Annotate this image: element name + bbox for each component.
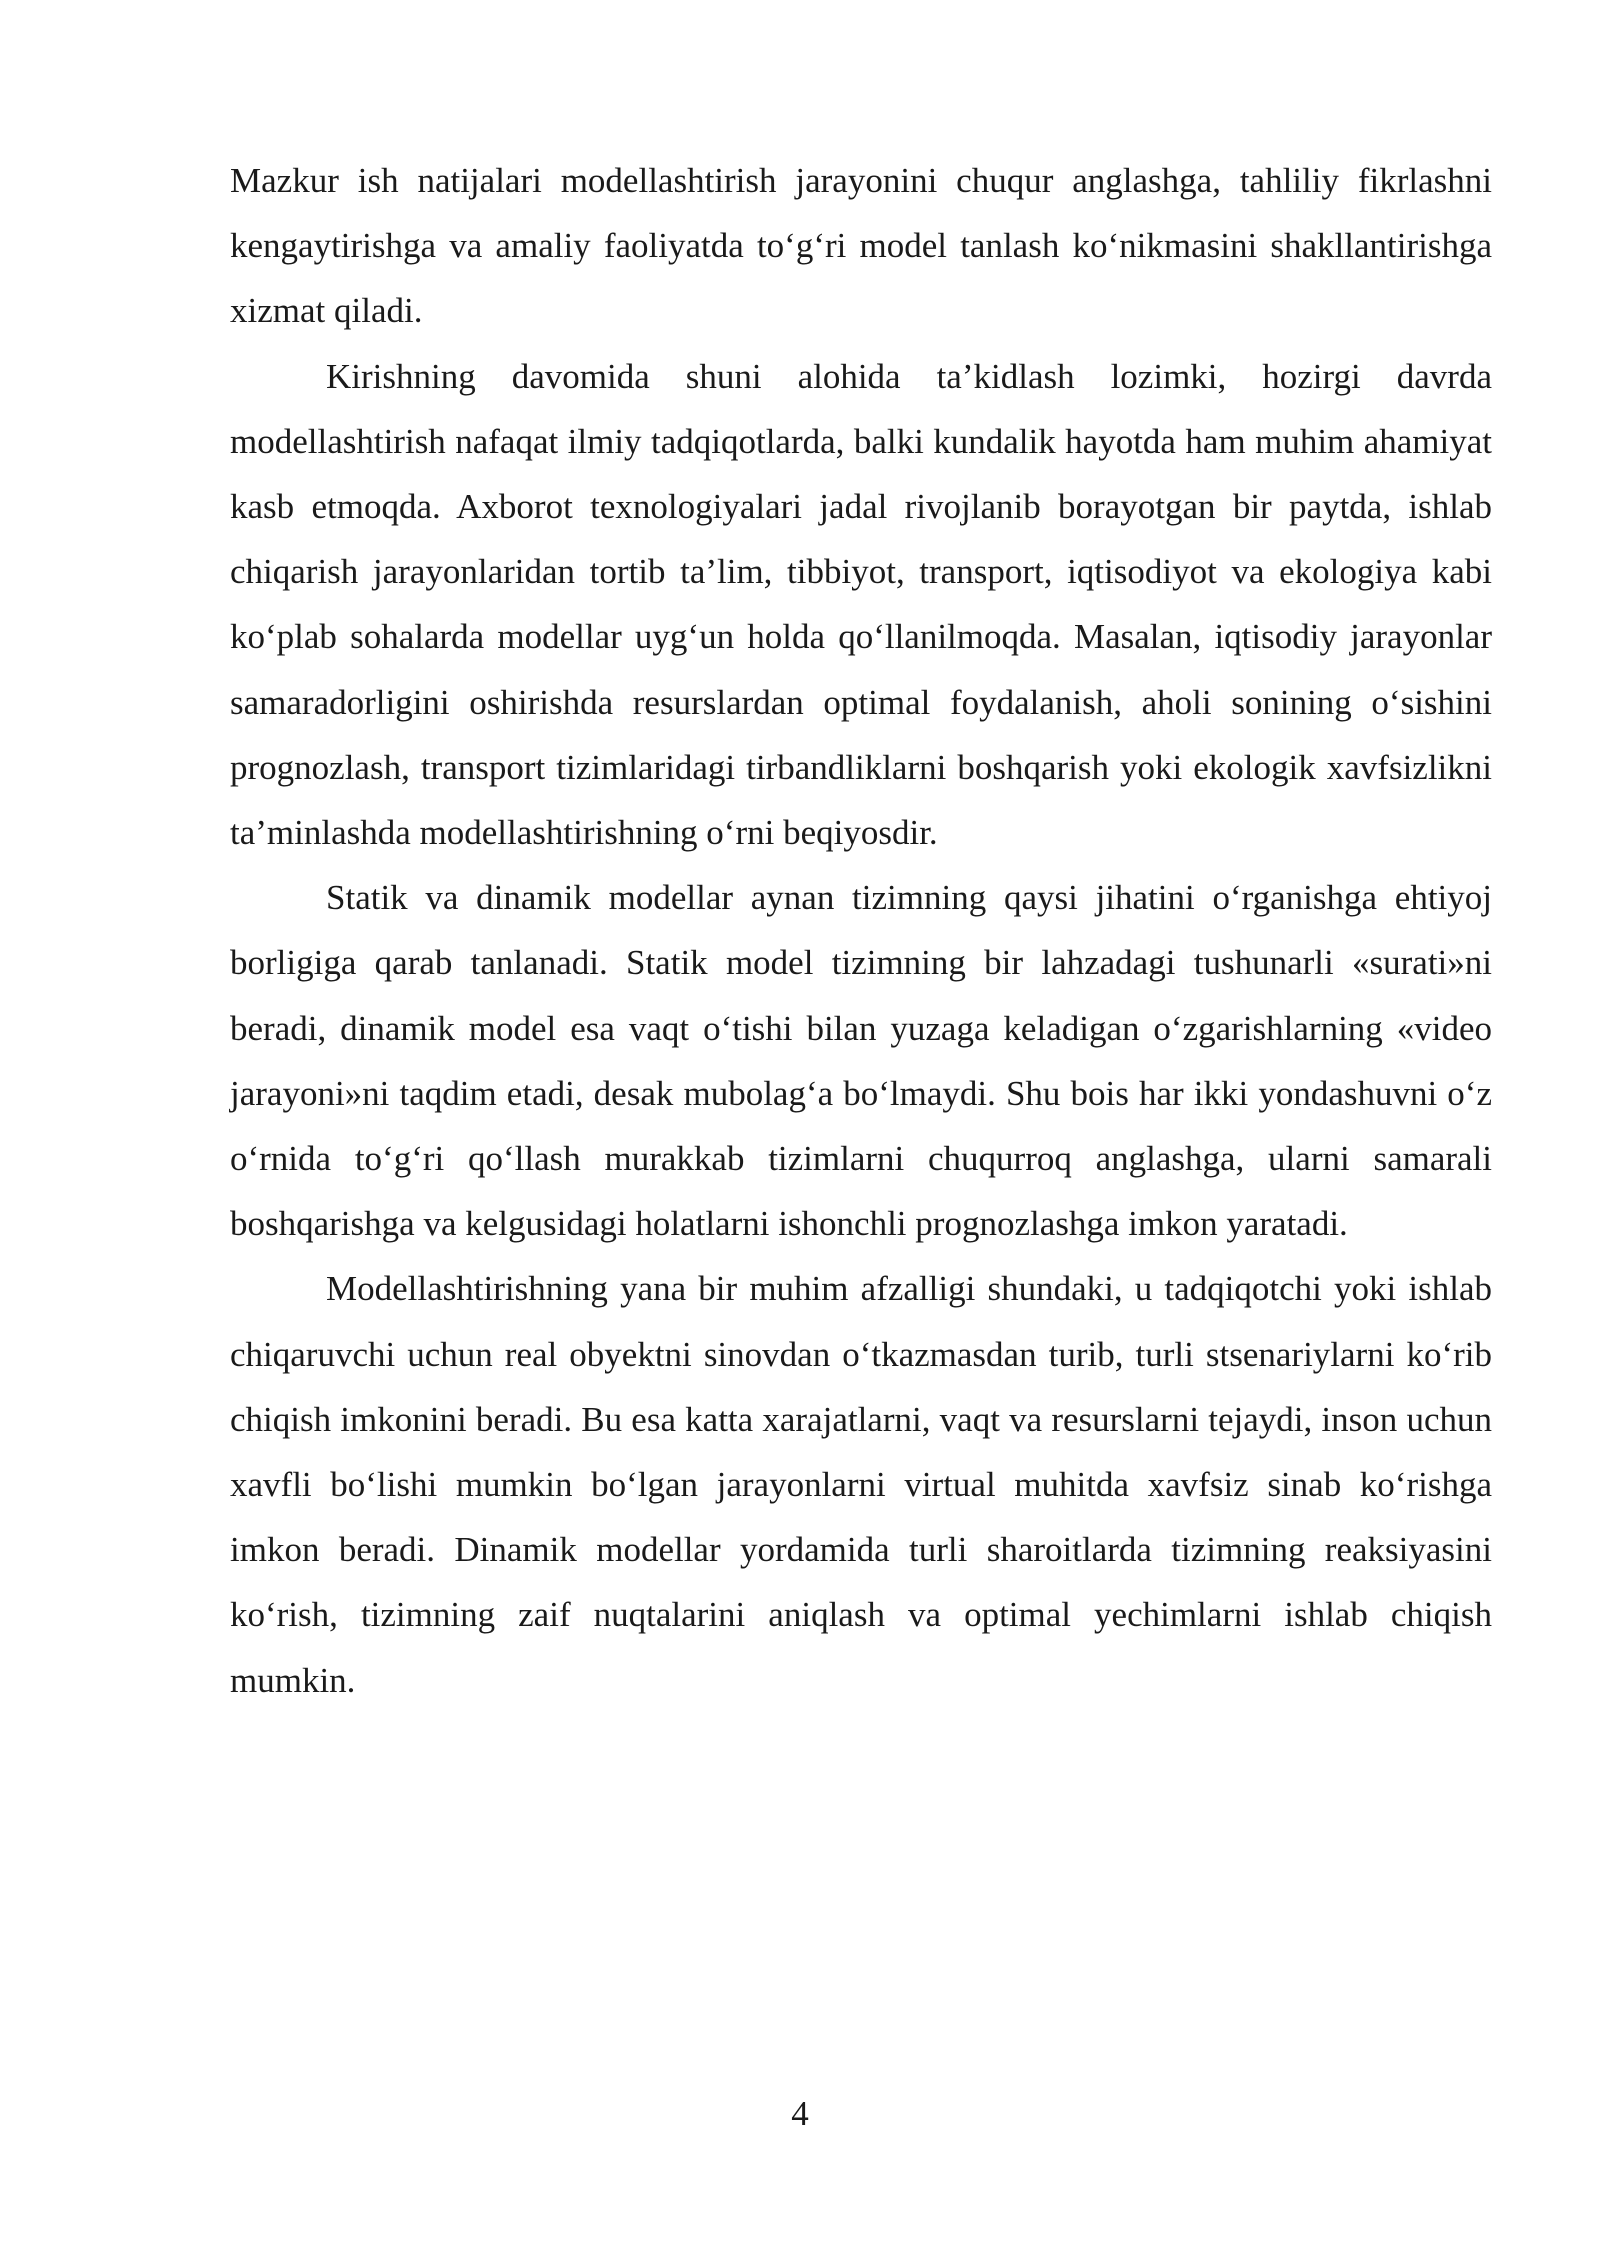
paragraph-modelling-advantages: Modellashtirishning yana bir muhim afzalligi shundaki, u tadqiqotchi yoki ishlab chiqaruvchi uchun real obyektni sinovdan o‘tkazmasdan turib, turli stsenariylarni ko‘rib chiqish imkonini beradi. Bu esa katta xarajatlarni, vaqt va resurslarni tejaydi, inson uchun xavfli bo‘lishi mumkin bo‘lgan jarayonlarni virtual muhitda xavfsiz sinab ko‘rishga imkon beradi. Dinamik modellar yordamida turli sharoitlarda tizimning reaksiyasini ko‘rish, tizimning zaif nuqtalarini aniqlash va optimal yechimlarni ishlab chiqish mumkin. (230, 1269, 1492, 1700)
page-number: 4 (791, 2094, 809, 2133)
paragraph-continuation: Mazkur ish natijalari modellashtirish jarayonini chuqur anglashga, tahliliy fikrlashni kengaytirishga va amaliy faoliyatda to‘g‘ri model tanlash ko‘nikmasini shakllantirishga xizmat qiladi. (230, 161, 1492, 331)
body-text (230, 148, 1492, 1713)
paragraph-modelling-importance: Kirishning davomida shuni alohida ta’kidlash lozimki, hozirgi davrda modellashtirish nafaqat ilmiy tadqiqotlarda, balki kundalik hayotda ham muhim ahamiyat kasb etmoqda. Axborot texnologiyalari jadal rivojlanib borayotgan bir paytda, ishlab chiqarish jarayonlaridan tortib ta’lim, tibbiyot, transport, iqtisodiyot va ekologiya kabi ko‘plab sohalarda modellar uyg‘un holda qo‘llanilmoqda. Masalan, iqtisodiy jarayonlar samaradorligini oshirishda resurslardan optimal foydalanish, aholi sonining o‘sishini prognozlash, transport tizimlaridagi tirbandliklarni boshqarish yoki ekologik xavfsizlikni ta’minlashda modellashtirishning o‘rni beqiyosdir. (230, 356, 1492, 853)
paragraph-static-dynamic-models: Statik va dinamik modellar aynan tizimning qaysi jihatini o‘rganishga ehtiyoj borligiga qarab tanlanadi. Statik model tizimning bir lahzadagi tushunarli «surati»ni beradi, dinamik model esa vaqt o‘tishi bilan yuzaga keladigan o‘zgarishlarning «video jarayoni»ni taqdim etadi, desak mubolag‘a bo‘lmaydi. Shu bois har ikki yondashuvni o‘z o‘rnida to‘g‘ri qo‘llash murakkab tizimlarni chuqurroq anglashga, ularni samarali boshqarishga va kelgusidagi holatlarni ishonchli prognozlashga imkon yaratadi. (230, 878, 1492, 1244)
